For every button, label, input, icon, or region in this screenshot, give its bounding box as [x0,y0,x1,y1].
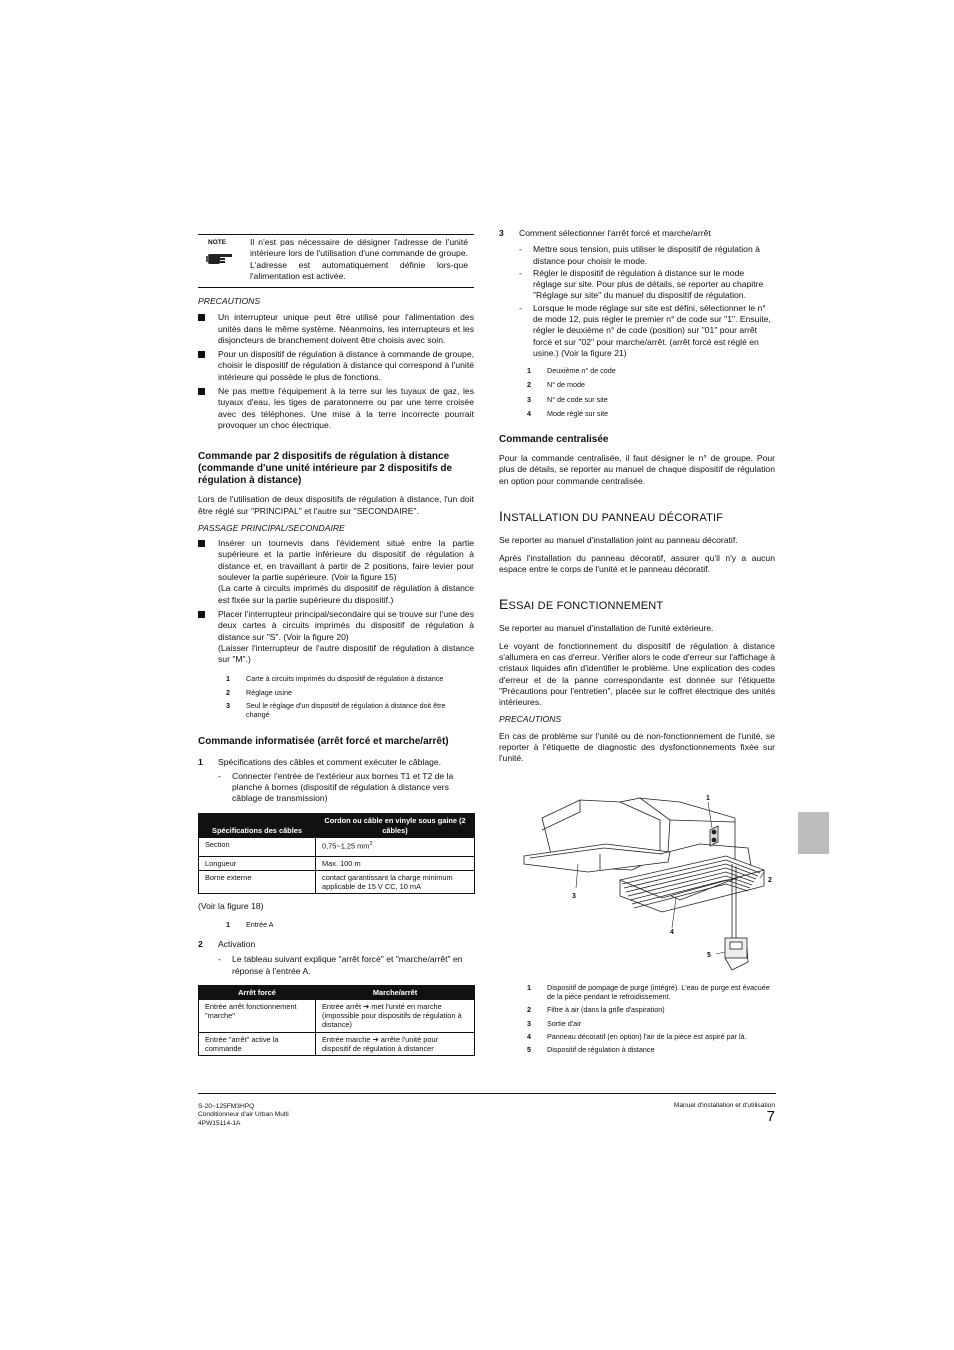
figure-label: 1 [706,795,710,802]
legend-item: 1 Dispositif de pompage de purge (intégré). L'eau de purge est évacuée de la pièce pendant le refroidissement. [527,983,770,1002]
heading-central-control: Commande centralisée [499,434,609,446]
step-3-detail: - Lorsque le mode réglage sur site est défini, sélectionner le n° de mode 12, puis régler le premier n° de code sur "1". Ensuite, régler le deuxième n° de code (position) sur "01" pour arrêt forcé et sur "02" pour marche/arrêt. (arrêt forcé est réglé en usine.) (Voir la figure 21) [519,302,771,358]
passage-item: Insérer un tournevis dans l'évidement situé entre la partie supérieure et la partie inférieure du dispositif de régulation à distance et, en travaillant à partir de 2 positions, faire levier pour soulever la partie supérieure. (Voir la figure 15) (La carte à circuits imprimés du dispositif de régulation à distance est fixée sur la partie supérieure du dispositif.) [198,538,474,606]
activation-table [198,985,475,1057]
right-column [499,228,775,765]
intro-2-remotes: Lors de l'utilisation de deux dispositifs de régulation à distance, l'un doit être réglé sur "PRINCIPAL" et l'autre sur "SECONDAIRE". [198,494,474,516]
legend-item: 3 Seul le réglage d'un dispositif de régulation à distance doit être changé [226,700,446,720]
legend-item: 1 Carte à circuits imprimés du dispositif de régulation à distance [226,674,444,684]
precaution-item: Un interrupteur unique peut être utilisé pour l'alimentation des unités dans le même système. Néanmoins, les interrupteurs et les disjoncteurs de branchement doivent être choisis avec soin. [198,312,474,346]
table-row: Borne externe contact garantissant la charge minimum applicable de 15 V CC, 10 mA [199,871,475,894]
indoor-unit-figure [520,790,780,975]
figure-label: 2 [768,877,772,884]
table-header: Cordon ou câble en vinyle sous gaine (2 câbles) [316,814,475,837]
table-row: Entrée arrêt fonctionnement "marche" Entrée arrêt ➔ met l'unité en marche (impossible pour dispositifs de régulation à distance) [199,1000,475,1033]
figure-label: 3 [572,893,576,900]
note-text: Il n'est pas nécessaire de désigner l'adresse de l'unité intérieure lors de l'utilisation d'une commande de groupe. L'adresse est automatiquement définie lors-que l'alimentation est activée. [250,237,468,281]
legend-item: 1 Deuxième n° de code [527,366,616,376]
legend-item: 3 N° de code sur site [527,394,608,404]
section-tab-marker [798,812,829,854]
install-text-1: Se reporter au manuel d'installation joint au panneau décoratif. [499,535,738,546]
footer-model: S-20~125FM3HPQ [198,1103,255,1110]
test-text-1: Se reporter au manuel d'installation de l'unité extérieure. [499,623,714,634]
page-number: 7 [766,1108,775,1126]
test-text-2: Le voyant de fonctionnement du dispositif de régulation à distance s'allumera en cas d'erreur. Vérifier alors le code d'erreur sur l'affichage à cristaux liquides afin d'identifier le problème. Une explication des codes d'erreur et de la panne correspondante est donnée sur l'étiquette "Précautions pour l'entretien", placée sur le coffret électrique des unités intérieures. [499,640,775,708]
pointing-hand-icon [206,250,234,266]
footer-right [674,1102,775,1124]
heading-2-remotes: Commande par 2 dispositifs de régulation à distance (commande d'une unité intérieure par 2 dispositifs de régulation à distance) [198,451,453,487]
left-column [198,296,474,1056]
passage-title: PASSAGE PRINCIPAL/SECONDAIRE [198,522,345,533]
table-row: Longueur Max. 100 m [199,856,475,870]
legend-item: 2 Réglage usine [226,687,292,697]
table-row: Entrée "arrêt" active la commande Entrée marche ➔ arrête l'unité pour dispositif de régulation à distancer [199,1033,475,1056]
precautions-title-2: PRECAUTIONS [499,713,562,724]
install-text-2: Après l'installation du panneau décoratif, assurer qu'il n'y a aucun espace entre le corps de l'unité et le panneau décoratif. [499,552,775,574]
figure-legend [527,983,775,1054]
test-text-3: En cas de problème sur l'unité ou de non-fonctionnement de l'unité, se reporter à l'étiquette de diagnostic des dysfonctionnements fixée sur l'unité. [499,730,775,764]
table-header: Marche/arrêt [316,985,475,999]
step-1-detail: - Connecter l'entrée de l'extérieur aux bornes T1 et T2 de la planche à bornes (dispositif de régulation à distance vers câblage de transmission) [218,770,454,804]
legend-item: 2 N° de mode [527,380,586,390]
figure-label: 5 [707,952,711,959]
footer-product: Conditionneur d'air Urban Multi [198,1111,289,1119]
precaution-item: Ne pas mettre l'équipement à la terre sur les tuyaux de gaz, les tuyaux d'eau, les tiges de paratonnerre ou par une terre croisée avec des téléphones. Une mise à la terre incorrecte pourrait provoquer un choc électrique. [198,386,474,431]
step-3-detail: - Mettre sous tension, puis utiliser le dispositif de régulation à distance pour choisir le mode. [519,244,760,266]
legend-item: 1 Entrée A [226,919,274,929]
footer-code: 4PW15114-1A [198,1119,241,1127]
heading-computer-control: Commande informatisée (arrêt forcé et marche/arrêt) [198,736,449,748]
step-3-detail: - Régler le dispositif de régulation à distance sur le mode réglage sur site. Pour plus de détails, se reporter au chapitre "Réglage sur site" du manuel du dispositif de régulation. [519,267,764,301]
footer-manual-title: Manuel d'installation et d'utilisation [673,1102,775,1109]
heading-test-run: ESSAI DE FONCTIONNEMENT [499,596,664,613]
precautions-title: PRECAUTIONS [198,296,261,306]
note-label: NOTE [208,239,227,246]
legend-item: 4 Panneau décoratif (en option) l'air de la pièce est aspiré par là. [527,1031,747,1041]
cable-spec-table [198,813,475,894]
legend-item: 4 Mode réglé sur site [527,408,609,418]
footer-rule [198,1093,776,1094]
passage-item: Placer l'interrupteur principal/secondaire qui se trouve sur l'une des deux cartes à circuits imprimés du dispositif de régulation à distance sur "S". (Voir la figure 20) (Laisser l'interrupteur de l'autre dispositif de régulation à distance sur "M".) [198,609,474,665]
table-header: Arrêt forcé [199,985,316,999]
table-header: Spécifications des câbles [199,814,316,837]
footer-left [198,1103,289,1128]
heading-installation: INSTALLATION DU PANNEAU DÉCORATIF [499,507,724,524]
step-2-detail: - Le tableau suivant explique "arrêt forcé" et "marche/arrêt" en réponse à l'entrée A. [218,954,463,976]
precaution-item: Pour un dispositif de régulation à distance à commande de groupe, choisir le dispositif de régulation à distance qui correspond à l'unité intérieure qui possède le plus de fonctions. [198,349,474,383]
note-box [198,234,474,288]
step-3: 3 Comment sélectionner l'arrêt forcé et marche/arrêt [499,228,711,238]
step-1: 1 Spécifications des câbles et comment exécuter le câblage. [198,757,442,768]
table-row: Section 0,75~1,25 $mm^2$ [199,837,475,856]
see-figure-18: (Voir la figure 18) [198,901,264,912]
central-text: Pour la commande centralisée, il faut désigner le n° de groupe. Pour plus de détails, se reporter au manuel de chaque dispositif de régulation en option pour commande centralisée. [499,453,775,486]
figure-label: 4 [670,929,674,936]
legend-item: 2 Filtre à air (dans la grille d'aspiration) [527,1005,665,1015]
legend-item: 3 Sortie d'air [527,1018,582,1028]
step-2: 2 Activation [198,938,256,949]
legend-item: 5 Dispositif de régulation à distance [527,1045,655,1055]
